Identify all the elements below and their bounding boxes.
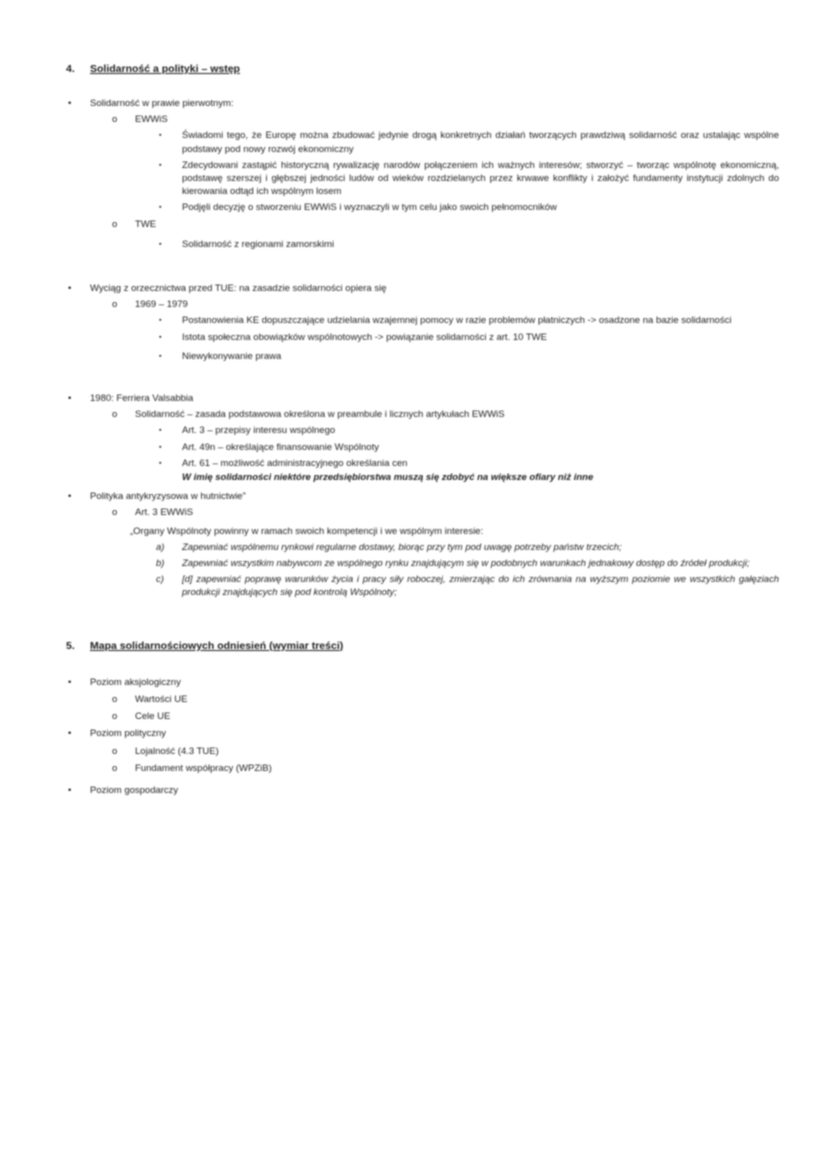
list-item (0, 676, 826, 689)
list-item (0, 129, 826, 155)
item-text: Niewykonywanie prawa (182, 350, 282, 362)
bullet-marker: o (112, 762, 118, 774)
list-item (0, 693, 826, 706)
bullet-marker: ▪ (159, 240, 162, 248)
item-text: Art. 61 – możliwość administracyjnego określania cen (182, 457, 408, 469)
document-content (0, 62, 826, 797)
item-text: 1980: Ferriera Valsabbia (90, 393, 194, 405)
list-item (0, 457, 826, 470)
item-text: Istota społeczna obowiązków wspólnotowych -> powiązanie solidarności z art. 10 TWE (182, 331, 547, 343)
bullet-marker: o (112, 218, 118, 230)
item-text: Postanowienia KE dopuszczające udzielania wzajemnej pomocy w razie problemów płatniczych -> osadzone na bazie solidarności (182, 315, 732, 327)
item-text: [d] zapewniać poprawę warunków życia i pracy siły roboczej, zmierzając do ich zrównania na wyższym poziomie we wszystkich gałęziach produkcji znajdujących się pod kontrolą Wspólnoty; (182, 574, 779, 599)
item-text: Art. 49n – określające finansowanie Wspólnoty (182, 441, 379, 453)
item-text: Zapewniać wspólnemu rynkowi regularne dostawy, biorąc przy tym pod uwagę potrzeby państw trzecich; (182, 541, 622, 553)
bullet-marker: ▪ (159, 317, 162, 325)
list-item (0, 331, 826, 344)
list-item (0, 392, 826, 405)
bullet-marker: ▪ (159, 161, 162, 169)
list-item (0, 710, 826, 723)
list-item (0, 727, 826, 740)
item-text: Lojalność (4.3 TUE) (135, 745, 219, 757)
item-text: Polityka antykryzysowa w hutnictwie” (90, 491, 246, 503)
item-text: TWE (135, 218, 157, 230)
item-text: Art. 3 – przepisy interesu wspólnego (182, 425, 336, 437)
item-text: Solidarność – zasada podstawowa określona w preambule i licznych artykułach EWWiS (135, 409, 505, 421)
list-item (0, 762, 826, 775)
item-text: Fundament współpracy (WPZiB) (135, 762, 272, 774)
list-item (0, 506, 826, 519)
bullet-marker: o (112, 711, 118, 723)
bullet-marker: ▪ (159, 132, 162, 140)
bullet-marker: • (68, 283, 72, 295)
item-text: Poziom polityczny (90, 728, 167, 740)
list-item (0, 314, 826, 327)
section-heading (0, 62, 826, 76)
list-item (0, 238, 826, 251)
item-text: EWWiS (135, 114, 168, 126)
bullet-marker: ▪ (159, 204, 162, 212)
section-heading (0, 639, 826, 653)
letter-label: c) (156, 574, 164, 586)
item-text: W imię solidarności niektóre przedsiębiorstwa muszą się zdobyć na większe ofiary niż inne (182, 472, 594, 484)
item-text: Solidarność w prawie pierwotnym: (90, 98, 234, 109)
list-item (0, 784, 826, 797)
emphasis-note (0, 471, 826, 484)
bullet-marker: ▪ (159, 333, 162, 341)
heading-number: 5. (66, 639, 75, 652)
list-item (0, 350, 826, 363)
list-item (0, 424, 826, 437)
item-text: Wyciąg z orzecznictwa przed TUE: na zasadzie solidarności opiera się (90, 283, 387, 295)
item-text: Poziom aksjologiczny (90, 676, 181, 688)
item-text: Art. 3 EWWiS (135, 507, 194, 519)
list-item (0, 408, 826, 421)
list-item (0, 745, 826, 758)
quoted-list-item (0, 541, 826, 554)
bullet-marker: o (112, 299, 118, 311)
list-item (0, 159, 826, 199)
list-item (0, 441, 826, 454)
bullet-marker: ▪ (159, 459, 162, 467)
item-text: 1969 – 1979 (135, 299, 188, 311)
letter-label: b) (156, 558, 165, 570)
heading-text: Mapa solidarnościowych odniesień (wymiar treści) (90, 639, 344, 652)
bullet-marker: • (68, 676, 72, 688)
item-text: Podjęli decyzję o stworzeniu EWWiS i wyznaczyli w tym celu jako swoich pełnomocników (182, 202, 557, 214)
list-item (0, 113, 826, 126)
item-text: Zapewniać wszystkim nabywcom ze wspólnego rynku znajdującym się w podobnych warunkach jednakowy dostęp do źródeł produkcji; (182, 558, 750, 570)
bullet-marker: • (68, 491, 72, 503)
item-text: Solidarność z regionami zamorskimi (182, 238, 335, 250)
bullet-marker: ▪ (159, 352, 162, 360)
quoted-list-item (0, 573, 826, 599)
item-text: Świadomi tego, że Europę można zbudować jedynie drogą konkretnych działań tworzących prawdziwą solidarność oraz ustalając wspólne podstawy pod nowy rozwój ekonomiczny (182, 130, 779, 155)
item-text: Cele UE (135, 711, 171, 723)
letter-label: a) (156, 541, 165, 553)
bullet-marker: • (68, 784, 72, 796)
list-item (0, 298, 826, 311)
list-item (0, 97, 826, 110)
item-text: Zdecydowani zastąpić historyczną rywalizację narodów połączeniem ich ważnych interesów; stworzyć – tworząc wspólnotę ekonomiczną, podstawę szerszej i głębszej jedności ludów od wieków rozdzielanych przez krwawe konflikty i założyć fundamenty instytucji zdolnych do kierowania odtąd ich wspólnym losem (182, 159, 779, 198)
bullet-marker: • (68, 728, 72, 740)
list-item (0, 218, 826, 231)
bullet-marker: o (112, 507, 118, 519)
item-text: „Organy Wspólnoty powinny w ramach swoich kompetencji i we wspólnym interesie: (130, 525, 484, 537)
quoted-list-item (0, 557, 826, 570)
item-text: Wartości UE (135, 693, 188, 705)
bullet-marker: o (112, 409, 118, 421)
list-item (0, 282, 826, 295)
heading-text: Solidarność a polityki – wstęp (90, 63, 240, 75)
bullet-marker: ▪ (159, 427, 162, 435)
quote-intro (0, 525, 826, 538)
bullet-marker: o (112, 114, 118, 126)
bullet-marker: • (68, 98, 72, 109)
item-text: Poziom gospodarczy (90, 784, 179, 796)
bullet-marker: ▪ (159, 443, 162, 451)
heading-number: 4. (66, 63, 75, 75)
list-item (0, 490, 826, 503)
list-item (0, 201, 826, 214)
bullet-marker: o (112, 693, 118, 705)
bullet-marker: • (68, 393, 72, 405)
bullet-marker: o (112, 745, 118, 757)
